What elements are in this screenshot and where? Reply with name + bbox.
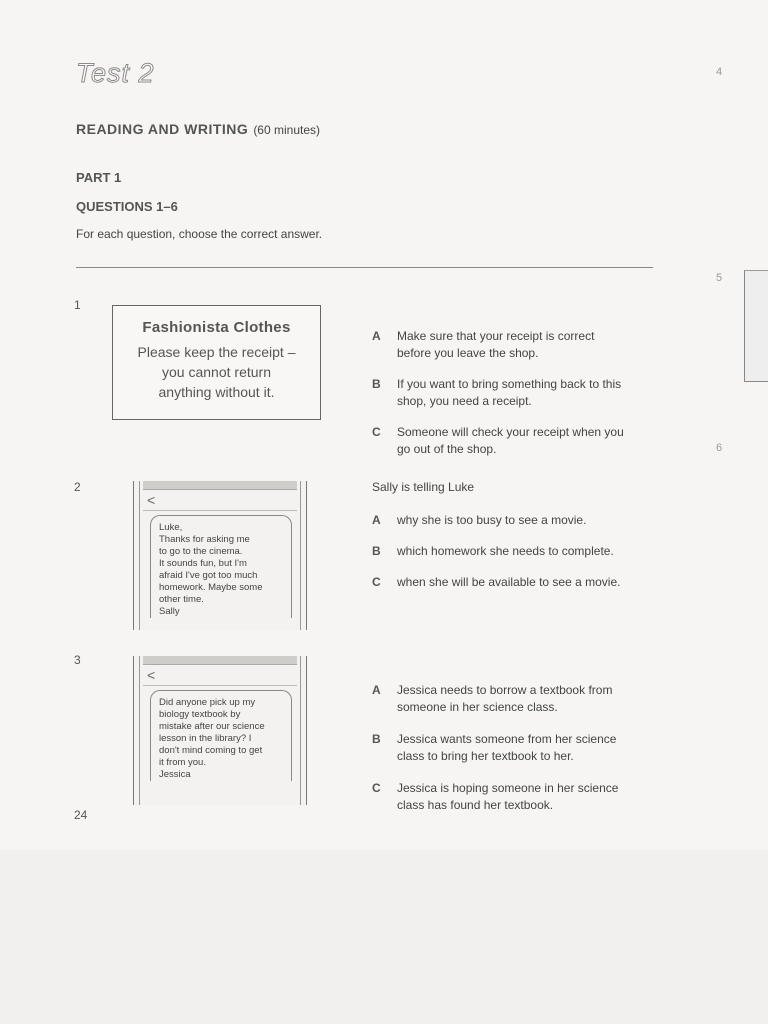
option-line: class has found her textbook. [397, 798, 554, 812]
option-letter: A [372, 329, 381, 343]
margin-number: 6 [716, 442, 723, 454]
questions-range: QUESTIONS 1–6 [76, 199, 178, 214]
message-line: don't mind coming to get [159, 745, 263, 756]
option-text: when she will be available to see a movie. [397, 575, 621, 589]
option-line: Someone will check your receipt when you [397, 425, 624, 439]
section-divider [76, 267, 653, 268]
shop-notice [112, 305, 321, 420]
option-line: If you want to bring something back to this [397, 377, 622, 391]
option-text [397, 376, 621, 410]
notice-text [113, 342, 320, 402]
message-line: other time. [159, 594, 204, 605]
part-label: PART 1 [76, 170, 122, 185]
answer-option-c[interactable] [372, 424, 672, 458]
back-chevron-icon: < [147, 667, 156, 683]
scan-bottom-margin [0, 850, 768, 1024]
instruction-text: For each question, choose the correct answer. [76, 227, 323, 241]
message-line: it from you. [159, 757, 206, 768]
question-stem: Sally is telling Luke [372, 480, 475, 494]
phone-message [133, 481, 307, 630]
answer-option-c[interactable] [372, 574, 672, 591]
message-line: Thanks for asking me [159, 534, 250, 545]
scan-page-edge [744, 270, 768, 382]
option-text [397, 328, 594, 362]
option-line: Jessica needs to borrow a textbook from [397, 683, 613, 697]
answer-option-a[interactable] [372, 512, 672, 529]
answer-options [372, 512, 672, 605]
back-chevron-icon: < [147, 492, 156, 508]
phone-header-divider [143, 685, 297, 686]
notice-line: you cannot return [162, 364, 271, 380]
option-letter: C [372, 575, 381, 589]
phone-status-bar [143, 481, 297, 490]
phone-status-bar [143, 656, 297, 665]
answer-option-a[interactable] [372, 328, 672, 362]
answer-option-a[interactable] [372, 682, 672, 716]
notice-line: Please keep the receipt – [137, 344, 296, 360]
notice-line: anything without it. [158, 384, 275, 400]
message-line: mistake after our science [159, 721, 265, 732]
answer-option-c[interactable] [372, 780, 672, 814]
option-letter: B [372, 544, 381, 558]
question-number: 3 [74, 653, 81, 667]
option-letter: A [372, 513, 381, 527]
section-heading [76, 121, 320, 137]
message-line: Did anyone pick up my [159, 697, 256, 708]
message-bubble [150, 690, 292, 781]
option-text [397, 780, 618, 814]
option-text: which homework she needs to complete. [397, 544, 614, 558]
message-line: Luke, [159, 522, 183, 533]
option-text: why she is too busy to see a movie. [397, 513, 587, 527]
option-line: Make sure that your receipt is correct [397, 329, 595, 343]
answer-options [372, 682, 672, 828]
answer-option-b[interactable] [372, 543, 672, 560]
message-signature: Jessica [159, 769, 191, 780]
option-text [397, 424, 624, 458]
option-line: before you leave the shop. [397, 346, 539, 360]
answer-option-b[interactable] [372, 731, 672, 765]
option-line: go out of the shop. [397, 442, 497, 456]
section-duration: (60 minutes) [253, 123, 321, 137]
message-line: homework. Maybe some [159, 582, 263, 593]
phone-message [133, 656, 307, 805]
phone-header-divider [143, 510, 297, 511]
question-number: 1 [74, 298, 81, 312]
message-line: It sounds fun, but I'm [159, 558, 247, 569]
option-text [397, 682, 612, 716]
notice-title: Fashionista Clothes [142, 319, 291, 336]
margin-number: 4 [716, 66, 723, 78]
answer-option-b[interactable] [372, 376, 672, 410]
option-letter: B [372, 732, 381, 746]
option-line: shop, you need a receipt. [397, 394, 532, 408]
option-letter: C [372, 781, 381, 795]
test-title: Test 2 [76, 58, 155, 88]
message-line: biology textbook by [159, 709, 241, 720]
option-line: Jessica wants someone from her science [397, 732, 617, 746]
option-letter: C [372, 425, 381, 439]
page-number: 24 [74, 808, 88, 822]
section-title: READING AND WRITING [76, 121, 249, 137]
option-line: someone in her science class. [397, 700, 558, 714]
question-number: 2 [74, 480, 81, 494]
option-letter: B [372, 377, 381, 391]
message-signature: Sally [159, 606, 180, 617]
answer-options [372, 328, 672, 472]
message-line: lesson in the library? I [159, 733, 252, 744]
option-line: class to bring her textbook to her. [397, 749, 574, 763]
message-line: afraid I've got too much [159, 570, 258, 581]
message-bubble [150, 515, 292, 618]
message-line: to go to the cinema. [159, 546, 243, 557]
option-line: Jessica is hoping someone in her science [397, 781, 619, 795]
option-letter: A [372, 683, 381, 697]
option-text [397, 731, 616, 765]
margin-number: 5 [716, 272, 723, 284]
